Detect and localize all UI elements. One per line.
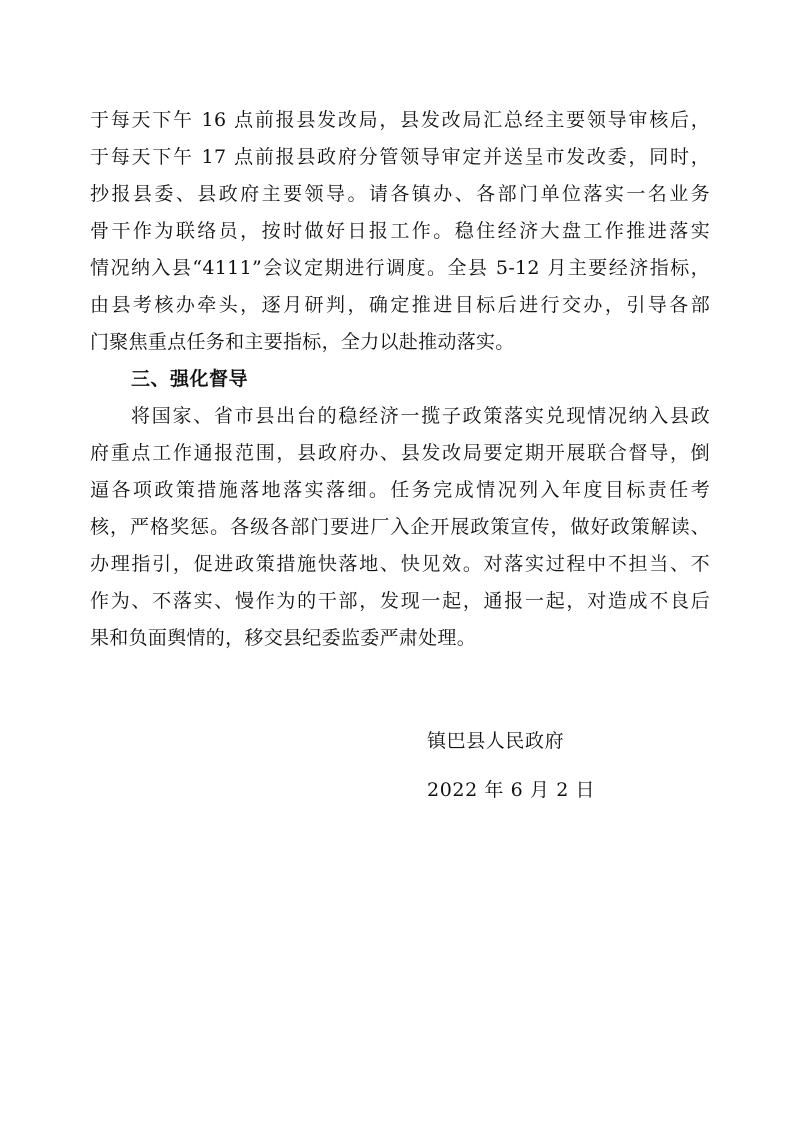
section-heading: 三、强化督导	[131, 368, 249, 390]
paragraph-line: 骨干作为联络员，按时做好日报工作。稳住经济大盘工作推进落实	[90, 220, 710, 242]
paragraph-line: 办理指引，促进政策措施快落地、快见效。对落实过程中不担当、不	[90, 553, 710, 575]
paragraph-line: 果和负面舆情的，移交县纪委监委严肃处理。	[90, 627, 477, 649]
paragraph-line: 于每天下午 17 点前报县政府分管领导审定并送呈市发改委，同时，	[90, 146, 710, 168]
paragraph-line: 由县考核办牵头，逐月研判，确定推进目标后进行交办，引导各部	[90, 294, 710, 316]
paragraph-line: 门聚焦重点任务和主要指标，全力以赴推动落实。	[90, 331, 515, 353]
paragraph-line: 核，严格奖惩。各级各部门要进厂入企开展政策宣传，做好政策解读、	[90, 516, 710, 538]
paragraph-line: 于每天下午 16 点前报县发改局，县发改局汇总经主要领导审核后，	[90, 109, 710, 131]
paragraph-line: 府重点工作通报范围，县政府办、县发改局要定期开展联合督导，倒	[90, 442, 710, 464]
paragraph-line: 情况纳入县“4111”会议定期进行调度。全县 5-12 月主要经济指标，	[90, 257, 710, 279]
paragraph-line: 抄报县委、县政府主要领导。请各镇办、各部门单位落实一名业务	[90, 183, 710, 205]
issuer-name: 镇巴县人民政府	[427, 730, 565, 752]
paragraph-line: 将国家、省市县出台的稳经济一揽子政策落实兑现情况纳入县政	[131, 405, 710, 427]
paragraph-line: 作为、不落实、慢作为的干部，发现一起，通报一起，对造成不良后	[90, 590, 710, 612]
paragraph-line: 逼各项政策措施落地落实落细。任务完成情况列入年度目标责任考	[90, 479, 710, 501]
issue-date: 2022 年 6 月 2 日	[427, 779, 596, 801]
